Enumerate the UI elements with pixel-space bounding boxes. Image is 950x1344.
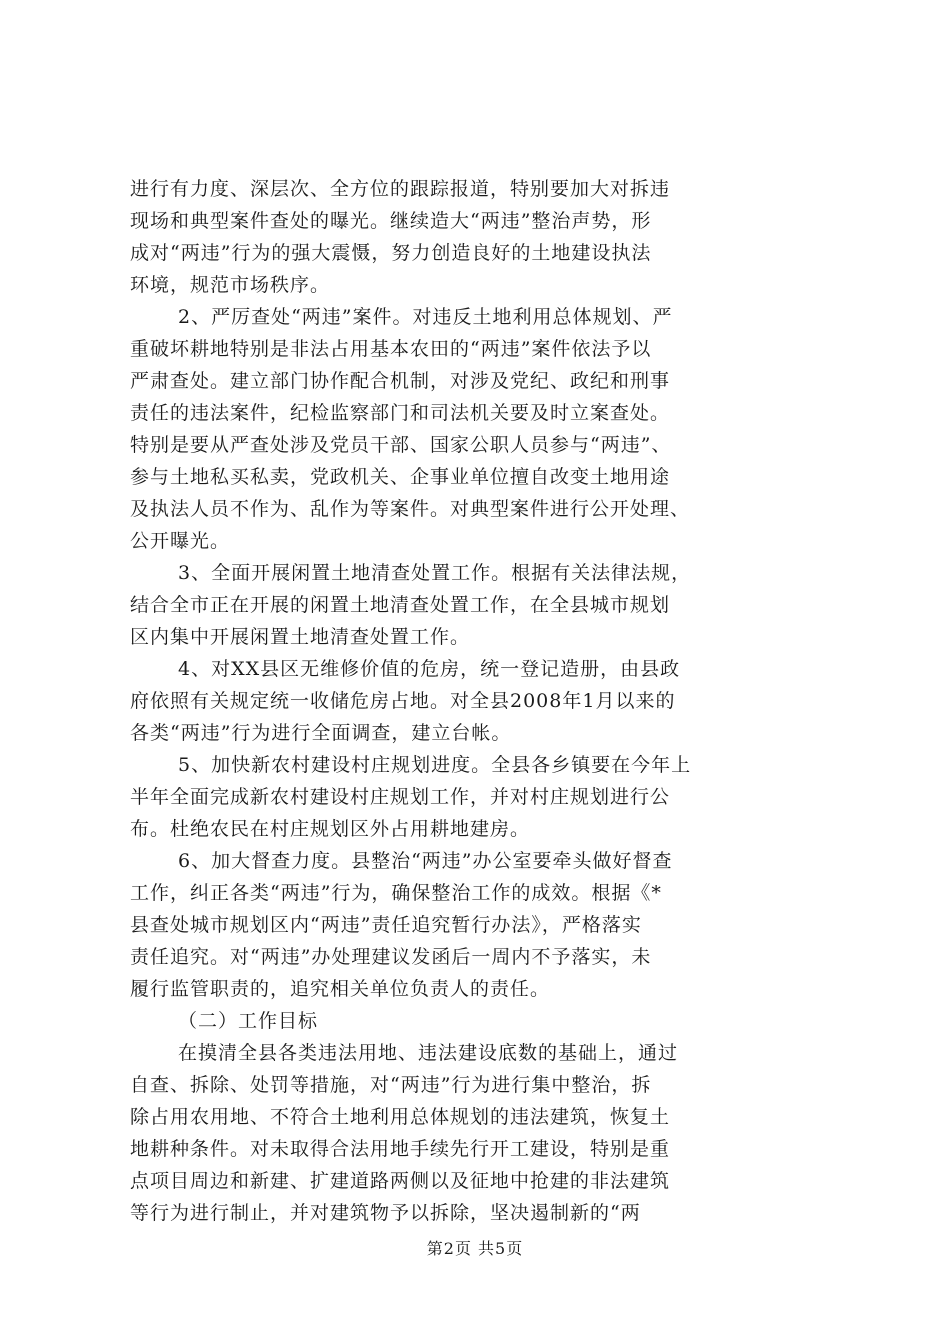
text-line: 2、严厉查处“两违”案件。对违反土地利用总体规划、严 xyxy=(178,306,673,328)
text-line: 6、加大督查力度。县整治“两违”办公室要牵头做好督查 xyxy=(178,850,673,872)
text-line: 等行为进行制止，并对建筑物予以拆除，坚决遏制新的“两 xyxy=(130,1202,641,1224)
text-line: 参与土地私买私卖，党政机关、企事业单位擅自改变土地用途 xyxy=(130,466,671,488)
text-line: 自查、拆除、处罚等措施，对“两违”行为进行集中整治，拆 xyxy=(130,1074,652,1096)
text-line: 责任追究。对“两违”办处理建议发函后一周内不予落实，未 xyxy=(130,946,652,968)
text-line: 履行监管职责的，追究相关单位负责人的责任。 xyxy=(130,978,551,1000)
text-line: 环境，规范市场秩序。 xyxy=(130,274,331,296)
text-line: 府依照有关规定统一收储危房占地。对全县2008年1月以来的 xyxy=(130,690,676,712)
text-line: 在摸清全县各类违法用地、违法建设底数的基础上，通过 xyxy=(178,1042,679,1064)
text-line: 点项目周边和新建、扩建道路两侧以及征地中抢建的非法建筑 xyxy=(130,1170,671,1192)
text-line: 地耕种条件。对未取得合法用地手续先行开工建设，特别是重 xyxy=(130,1138,671,1160)
text-line: 3、全面开展闲置土地清查处置工作。根据有关法律法规， xyxy=(178,562,692,584)
text-line: 严肃查处。建立部门协作配合机制，对涉及党纪、政纪和刑事 xyxy=(130,370,671,392)
text-line: 公开曝光。 xyxy=(130,530,231,552)
text-line: 县查处城市规划区内“两违”责任追究暂行办法》，严格落实 xyxy=(130,914,642,936)
text-line: 布。杜绝农民在村庄规划区外占用耕地建房。 xyxy=(130,818,531,840)
text-line: 特别是要从严查处涉及党员干部、国家公职人员参与“两违”、 xyxy=(130,434,672,456)
text-line: 成对“两违”行为的强大震慑，努力创造良好的土地建设执法 xyxy=(130,242,652,264)
text-line: 重破坏耕地特别是非法占用基本农田的“两违”案件依法予以 xyxy=(130,338,652,360)
text-line: 现场和典型案件查处的曝光。继续造大“两违”整治声势，形 xyxy=(130,210,652,232)
text-line: 工作，纠正各类“两违”行为，确保整治工作的成效。根据《* xyxy=(130,882,662,904)
text-line: 半年全面完成新农村建设村庄规划工作，并对村庄规划进行公 xyxy=(130,786,671,808)
text-line: 及执法人员不作为、乱作为等案件。对典型案件进行公开处理、 xyxy=(130,498,691,520)
text-line: 5、加快新农村建设村庄规划进度。全县各乡镇要在今年上 xyxy=(178,754,692,776)
text-line: 进行有力度、深层次、全方位的跟踪报道，特别要加大对拆违 xyxy=(130,178,671,200)
text-line: 区内集中开展闲置土地清查处置工作。 xyxy=(130,626,471,648)
text-line: 4、对XX县区无维修价值的危房，统一登记造册，由县政 xyxy=(178,658,681,680)
section-heading: （二）工作目标 xyxy=(178,1010,319,1032)
text-line: 责任的违法案件，纪检监察部门和司法机关要及时立案查处。 xyxy=(130,402,671,424)
text-line: 各类“两违”行为进行全面调查，建立台帐。 xyxy=(130,722,512,744)
text-line: 除占用农用地、不符合土地利用总体规划的违法建筑，恢复土 xyxy=(130,1106,671,1128)
text-line: 结合全市正在开展的闲置土地清查处置工作，在全县城市规划 xyxy=(130,594,671,616)
page-number-footer: 第2页 共5页 xyxy=(426,1239,524,1258)
